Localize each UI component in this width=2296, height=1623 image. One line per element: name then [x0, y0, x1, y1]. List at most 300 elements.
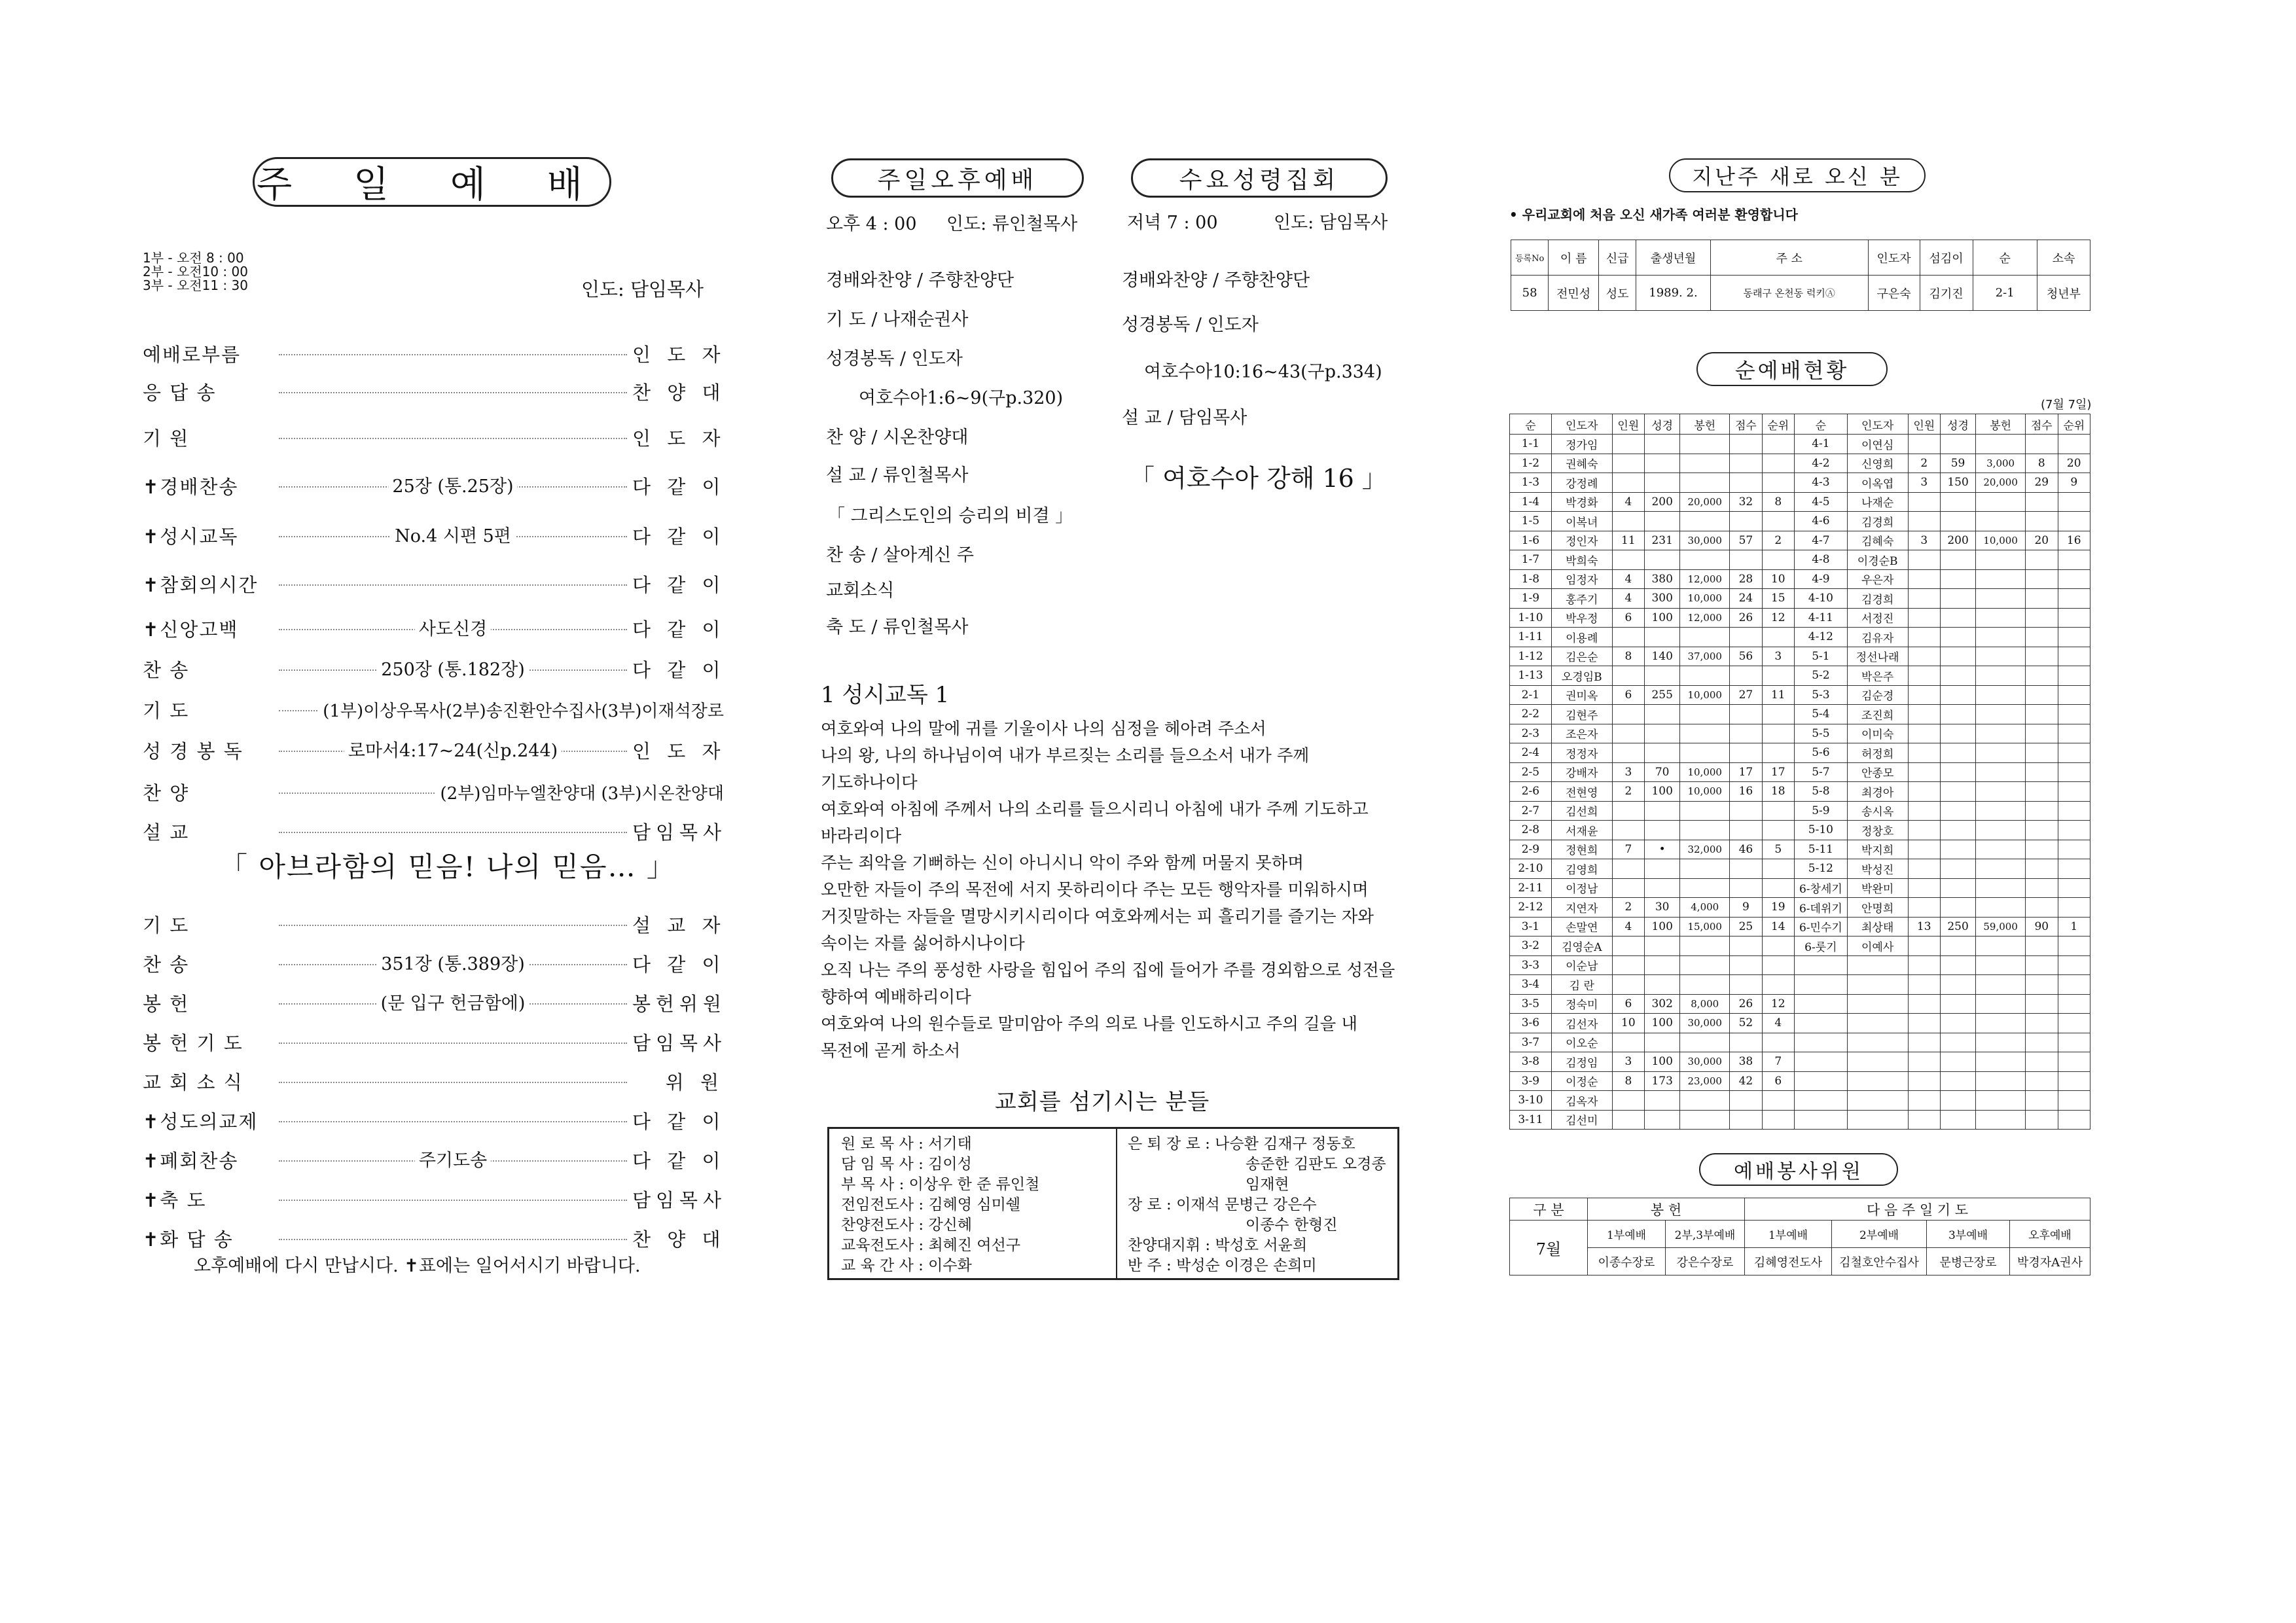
cell: 5-1	[1795, 647, 1848, 666]
afternoon-time: 오후 4 : 00	[826, 214, 917, 234]
cell	[1976, 743, 2026, 763]
cell: 구은숙	[1868, 276, 1920, 311]
cell	[1847, 975, 1908, 995]
cell	[1730, 955, 1762, 975]
cell: 19	[1762, 898, 1794, 918]
cell: 6	[1612, 994, 1644, 1014]
cell: 2-10	[1510, 859, 1552, 879]
cell	[2026, 878, 2058, 898]
staff-left-list	[841, 1134, 1039, 1276]
cell: 김현주	[1551, 705, 1612, 724]
afternoon-line-6: 설 교 / 류인철목사	[826, 465, 969, 486]
cell: 2-11	[1510, 878, 1552, 898]
service-name-row	[1510, 1248, 2090, 1275]
attendance-col-header: 봉헌	[1680, 414, 1730, 435]
cell: 18	[1762, 782, 1794, 802]
cell: 김선자	[1551, 1014, 1612, 1033]
cell: 4-2	[1795, 454, 1848, 473]
cell: 56	[1730, 647, 1762, 666]
cell	[2026, 685, 2058, 705]
attendance-col-header: 인도자	[1847, 414, 1908, 435]
cell	[1612, 724, 1644, 743]
cell	[2026, 647, 2058, 666]
cell	[1762, 859, 1794, 879]
table-row	[1510, 1091, 2090, 1111]
newcomers-table	[1511, 240, 2090, 311]
staff-left-2: 담 임 목 사 : 김이성	[841, 1156, 972, 1173]
cell	[1940, 1071, 1975, 1091]
cell: 김 란	[1551, 975, 1612, 995]
cell	[2026, 1110, 2058, 1130]
cell	[1680, 1033, 1730, 1052]
cell	[1976, 782, 2026, 802]
cell: 12	[1762, 994, 1794, 1014]
cell: 신영희	[1847, 454, 1908, 473]
table-row	[1510, 1110, 2090, 1130]
cell: 9	[1730, 898, 1762, 918]
cell: 4	[1762, 1014, 1794, 1033]
verse-line: 여호와여 아침에 주께서 나의 소리를 들으시리니 아침에 내가 주께 기도하고	[821, 800, 1369, 819]
col-name: 이 름	[1549, 240, 1599, 276]
cell: 3-10	[1510, 1091, 1552, 1111]
verse-line: 오만한 자들이 주의 목전에 서지 못하리이다 주는 모든 행악자를 미워하시며	[821, 880, 1369, 900]
wednesday-line-2: 성경봉독 / 인도자	[1122, 315, 1259, 335]
wednesday-line-1: 경배와찬양 / 주향찬양단	[1122, 270, 1310, 291]
cell	[1908, 840, 1940, 859]
attendance-col-header: 점수	[1730, 414, 1762, 435]
table-row	[1510, 569, 2090, 589]
afternoon-line-9: 교회소식	[826, 580, 895, 601]
order-detail: 로마서4:17~24(신p.244)	[344, 736, 562, 762]
cell	[1908, 936, 1940, 956]
cell	[2026, 705, 2058, 724]
cell: 250	[1940, 917, 1975, 936]
cell	[1645, 859, 1680, 879]
cell	[1908, 1091, 1940, 1111]
table-row	[1510, 435, 2090, 454]
cell: 1-3	[1510, 473, 1552, 493]
cell: 70	[1645, 762, 1680, 782]
cell	[1645, 454, 1680, 473]
cell: 28	[1730, 569, 1762, 589]
cell: 6	[1612, 608, 1644, 628]
cell: 이복녀	[1551, 512, 1612, 531]
cell: 7	[1762, 1052, 1794, 1072]
table-row	[1510, 724, 2090, 743]
cell	[1847, 1091, 1908, 1111]
cell	[1908, 878, 1940, 898]
order-label: ✝성도의교제	[143, 1111, 259, 1133]
cell	[1847, 1014, 1908, 1033]
order-label: 기 원	[143, 427, 190, 450]
cell	[1680, 878, 1730, 898]
table-row	[1510, 936, 2090, 956]
cell	[1730, 975, 1762, 995]
cell: 최상태	[1847, 917, 1908, 936]
cell	[2026, 1052, 2058, 1072]
cell	[1908, 782, 1940, 802]
attendance-col-header: 순	[1510, 414, 1552, 435]
cell: 4	[1612, 569, 1644, 589]
cell	[1940, 1014, 1975, 1033]
staff-left-7: 교 육 간 사 : 이수화	[841, 1257, 972, 1274]
cell	[1976, 994, 2026, 1014]
wednesday-sermon: 「 여호수아 강해 16 」	[1130, 464, 1387, 493]
staff-left-5: 찬양전도사 : 강신혜	[841, 1217, 973, 1234]
cell: 6-데위기	[1795, 898, 1848, 918]
cell: 5-7	[1795, 762, 1848, 782]
col-dept: 소속	[2037, 240, 2090, 276]
staff-divider	[1116, 1129, 1117, 1278]
cell: 1-8	[1510, 569, 1552, 589]
staff-right-6: 찬양대지휘 : 박성호 서윤희	[1128, 1237, 1308, 1254]
cell	[1795, 994, 1848, 1014]
cell	[1847, 994, 1908, 1014]
cell	[2026, 936, 2058, 956]
table-row	[1510, 492, 2090, 512]
cell: 37,000	[1680, 647, 1730, 666]
order-label: ✝성시교독	[143, 526, 239, 548]
order-label: ✝경배찬송	[143, 476, 239, 498]
cell	[2026, 569, 2058, 589]
time-1: 1부 - 오전 8 : 00	[143, 250, 244, 266]
order-item	[143, 1225, 724, 1252]
cell	[1730, 435, 1762, 454]
cell: 4	[1612, 589, 1644, 609]
cell: 성도	[1598, 276, 1636, 311]
cell	[1680, 936, 1730, 956]
cell: 200	[1645, 492, 1680, 512]
cell	[1976, 685, 2026, 705]
leader-label: 인도: 담임목사	[581, 278, 704, 300]
table-row	[1510, 608, 2090, 628]
order-person: 다 같 이	[632, 1111, 726, 1133]
cell	[1940, 1033, 1975, 1052]
cell: 정선나래	[1847, 647, 1908, 666]
cell	[1908, 666, 1940, 686]
verse-line: 나의 왕, 나의 하나님이여 내가 부르짖는 소리를 들으소서 내가 주께	[821, 746, 1310, 766]
cell	[1730, 550, 1762, 570]
cell	[1976, 628, 2026, 647]
cell	[2058, 975, 2090, 995]
attendance-col-header: 인도자	[1551, 414, 1612, 435]
attendance-title: 순예배현황	[1696, 352, 1888, 386]
cell	[1762, 705, 1794, 724]
cell	[2058, 608, 2090, 628]
cell: 5-11	[1795, 840, 1848, 859]
cell: 이순남	[1551, 955, 1612, 975]
cell	[1976, 589, 2026, 609]
cell: 1-9	[1510, 589, 1552, 609]
dotted-leader	[279, 1041, 627, 1044]
cell	[2026, 975, 2058, 995]
cell	[1908, 1071, 1940, 1091]
cell: 17	[1730, 762, 1762, 782]
table-row	[1510, 994, 2090, 1014]
cell: 손말연	[1551, 917, 1612, 936]
cell	[2026, 435, 2058, 454]
order-person: 찬 양 대	[632, 1228, 726, 1251]
order-label: ✝축 도	[143, 1189, 207, 1211]
cell: 2	[1908, 454, 1940, 473]
cell: 1-11	[1510, 628, 1552, 647]
cell	[2026, 492, 2058, 512]
cell	[1612, 1033, 1644, 1052]
cell	[1795, 1014, 1848, 1033]
cell	[1940, 647, 1975, 666]
cell: 1-13	[1510, 666, 1552, 686]
cell: 이예사	[1847, 936, 1908, 956]
cell	[1940, 589, 1975, 609]
table-row	[1510, 878, 2090, 898]
cell	[1908, 1014, 1940, 1033]
cell: 박성진	[1847, 859, 1908, 879]
cell: 255	[1645, 685, 1680, 705]
cell	[2058, 492, 2090, 512]
cell: 이옥엽	[1847, 473, 1908, 493]
verse-line: 목전에 곧게 하소서	[821, 1041, 961, 1061]
cell	[1645, 724, 1680, 743]
cell	[1680, 975, 1730, 995]
afternoon-leader: 인도: 류인철목사	[946, 214, 1078, 234]
order-detail: 25장 (통.25장)	[388, 472, 517, 497]
staff-left-6: 교육전도사 : 최혜진 여선구	[841, 1237, 1021, 1254]
cell	[1940, 782, 1975, 802]
cell	[1976, 1014, 2026, 1033]
cell: 4-9	[1795, 569, 1848, 589]
cell: 2-6	[1510, 782, 1552, 802]
cell: 9	[2058, 473, 2090, 493]
order-item	[143, 1029, 727, 1056]
cell	[1612, 454, 1644, 473]
dotted-leader	[279, 1198, 627, 1201]
order-label: 찬 양	[143, 782, 190, 804]
order-label: ✝신앙고백	[143, 618, 239, 641]
cell: 3	[1762, 647, 1794, 666]
cell	[1940, 936, 1975, 956]
cell	[1908, 801, 1940, 821]
cell: 정인자	[1551, 531, 1612, 550]
attendance-col-header: 점수	[2026, 414, 2058, 435]
cell: 38	[1730, 1052, 1762, 1072]
order-detail: 사도신경	[415, 615, 491, 640]
order-person: (1부)이상우목사(2부)송진환안수집사(3부)이재석장로	[323, 702, 724, 721]
cell: 4-11	[1795, 608, 1848, 628]
cell	[2026, 898, 2058, 918]
order-person: 담임목사	[632, 1189, 727, 1211]
cell: 5-10	[1795, 821, 1848, 840]
cell	[1976, 1071, 2026, 1091]
cell: 42	[1730, 1071, 1762, 1091]
cell	[1976, 492, 2026, 512]
order-item	[143, 1147, 724, 1173]
cell	[2058, 1071, 2090, 1091]
cell: 12,000	[1680, 569, 1730, 589]
cell: 전민성	[1549, 276, 1599, 311]
cell	[1940, 550, 1975, 570]
cell: 8	[1762, 492, 1794, 512]
cell	[1730, 743, 1762, 763]
cell: 안명희	[1847, 898, 1908, 918]
cell: 5-5	[1795, 724, 1848, 743]
cell	[1795, 1091, 1848, 1111]
attendance-col-header: 순위	[1762, 414, 1794, 435]
cell	[1908, 821, 1940, 840]
cell	[1940, 705, 1975, 724]
cell: 3-8	[1510, 1052, 1552, 1072]
next-prayer-header: 다 음 주 일 기 도	[1745, 1198, 2090, 1221]
cell: 10	[1762, 569, 1794, 589]
cell: 박우정	[1551, 608, 1612, 628]
cell: 10	[1612, 1014, 1644, 1033]
verse-line: 주는 죄악을 기뻐하는 신이 아니시니 악이 주와 함께 머물지 못하며	[821, 853, 1304, 873]
order-label: 설 교	[143, 821, 190, 844]
cell	[2058, 994, 2090, 1014]
order-label: 봉 헌	[143, 993, 190, 1015]
cell	[1940, 724, 1975, 743]
cell	[2058, 512, 2090, 531]
cell: 30,000	[1680, 531, 1730, 550]
cell: 정창호	[1847, 821, 1908, 840]
order-person: 인 도 자	[632, 740, 726, 762]
afternoon-service-title: 주일오후예배	[831, 158, 1084, 198]
cell: 김유자	[1847, 628, 1908, 647]
cell: 2부예배	[1832, 1221, 1927, 1248]
cell	[1680, 724, 1730, 743]
cell: 5-4	[1795, 705, 1848, 724]
cell	[1908, 762, 1940, 782]
cell	[2026, 840, 2058, 859]
cell	[2026, 994, 2058, 1014]
cell	[1730, 1110, 1762, 1130]
order-person: 담임목사	[632, 821, 727, 844]
cell	[1645, 550, 1680, 570]
cell	[1612, 955, 1644, 975]
cell: 김영순A	[1551, 936, 1612, 956]
cell: 15,000	[1680, 917, 1730, 936]
cell: 문병근장로	[1927, 1248, 2010, 1275]
cell: 김혜숙	[1847, 531, 1908, 550]
cell: 1-2	[1510, 454, 1552, 473]
cell	[1976, 821, 2026, 840]
cell	[1940, 994, 1975, 1014]
gubun-header: 구 분	[1510, 1198, 1588, 1221]
cell	[1847, 1052, 1908, 1072]
cell: 서정진	[1847, 608, 1908, 628]
cell: 4,000	[1680, 898, 1730, 918]
cell	[1645, 878, 1680, 898]
cell	[1976, 936, 2026, 956]
cell	[1976, 840, 2026, 859]
cell	[2026, 589, 2058, 609]
table-row	[1510, 840, 2090, 859]
cell	[1680, 801, 1730, 821]
cell	[1940, 840, 1975, 859]
cell: 1989. 2.	[1636, 276, 1710, 311]
cell: 3	[1908, 531, 1940, 550]
cell: 3-6	[1510, 1014, 1552, 1033]
table-row	[1510, 628, 2090, 647]
cell	[2026, 782, 2058, 802]
cell: 6-룻기	[1795, 936, 1848, 956]
newcomers-title: 지난주 새로 오신 분	[1669, 158, 1926, 192]
cell: 이미숙	[1847, 724, 1908, 743]
cell	[2058, 628, 2090, 647]
cell: 30,000	[1680, 1014, 1730, 1033]
cell	[1612, 743, 1644, 763]
cell: 59,000	[1976, 917, 2026, 936]
cell	[1795, 955, 1848, 975]
cell: 오경임B	[1551, 666, 1612, 686]
table-row	[1510, 898, 2090, 918]
cell: 이용례	[1551, 628, 1612, 647]
afternoon-line-3: 성경봉독 / 인도자	[826, 349, 963, 369]
cell: 25	[1730, 917, 1762, 936]
cell: 1	[2058, 917, 2090, 936]
cell: 1-5	[1510, 512, 1552, 531]
staff-right-2: 송준한 김판도 오경종	[1246, 1156, 1386, 1173]
cell	[1645, 1033, 1680, 1052]
table-row	[1510, 859, 2090, 879]
verse-line: 속이는 자를 싫어하시나이다	[821, 934, 1025, 954]
cell: 1-12	[1510, 647, 1552, 666]
cell: 박희숙	[1551, 550, 1612, 570]
cell	[1847, 1110, 1908, 1130]
cell: 100	[1645, 608, 1680, 628]
cell	[2026, 608, 2058, 628]
cell: 박지희	[1847, 840, 1908, 859]
col-address: 주 소	[1710, 240, 1868, 276]
cell	[1940, 898, 1975, 918]
cell: 오후예배	[2010, 1221, 2090, 1248]
worship-order-2	[143, 0, 727, 1283]
cell	[1940, 1091, 1975, 1111]
cell: 권혜숙	[1551, 454, 1612, 473]
cell	[2058, 859, 2090, 879]
cell	[1762, 1091, 1794, 1111]
cell	[1645, 1110, 1680, 1130]
order-person: 다 같 이	[632, 574, 726, 596]
cell: 6	[1612, 685, 1644, 705]
cell	[2058, 1110, 2090, 1130]
cell: 박완미	[1847, 878, 1908, 898]
cell	[1940, 859, 1975, 879]
cell: 권미옥	[1551, 685, 1612, 705]
cell: 302	[1645, 994, 1680, 1014]
cell: 강은수장로	[1666, 1248, 1745, 1275]
cell	[1612, 512, 1644, 531]
cell: 서재윤	[1551, 821, 1612, 840]
order-person: 다 같 이	[632, 526, 726, 548]
cell: 11	[1612, 531, 1644, 550]
cell: 10,000	[1680, 762, 1730, 782]
order-label: ✝화 답 송	[143, 1228, 234, 1251]
col-birth: 출생년월	[1636, 240, 1710, 276]
cell	[1645, 705, 1680, 724]
table-row	[1510, 705, 2090, 724]
cell	[1612, 628, 1644, 647]
order-item	[143, 990, 727, 1016]
cell	[1976, 878, 2026, 898]
cell	[1940, 743, 1975, 763]
cell: 이정순	[1551, 1071, 1612, 1091]
cell: 17	[1762, 762, 1794, 782]
cell	[2058, 1033, 2090, 1052]
order-label: 기 도	[143, 914, 190, 936]
cell: 100	[1645, 917, 1680, 936]
staff-left-3: 부 목 사 : 이상우 한 준 류인철	[841, 1176, 1040, 1193]
attendance-date: (7월 7일)	[2041, 398, 2092, 412]
